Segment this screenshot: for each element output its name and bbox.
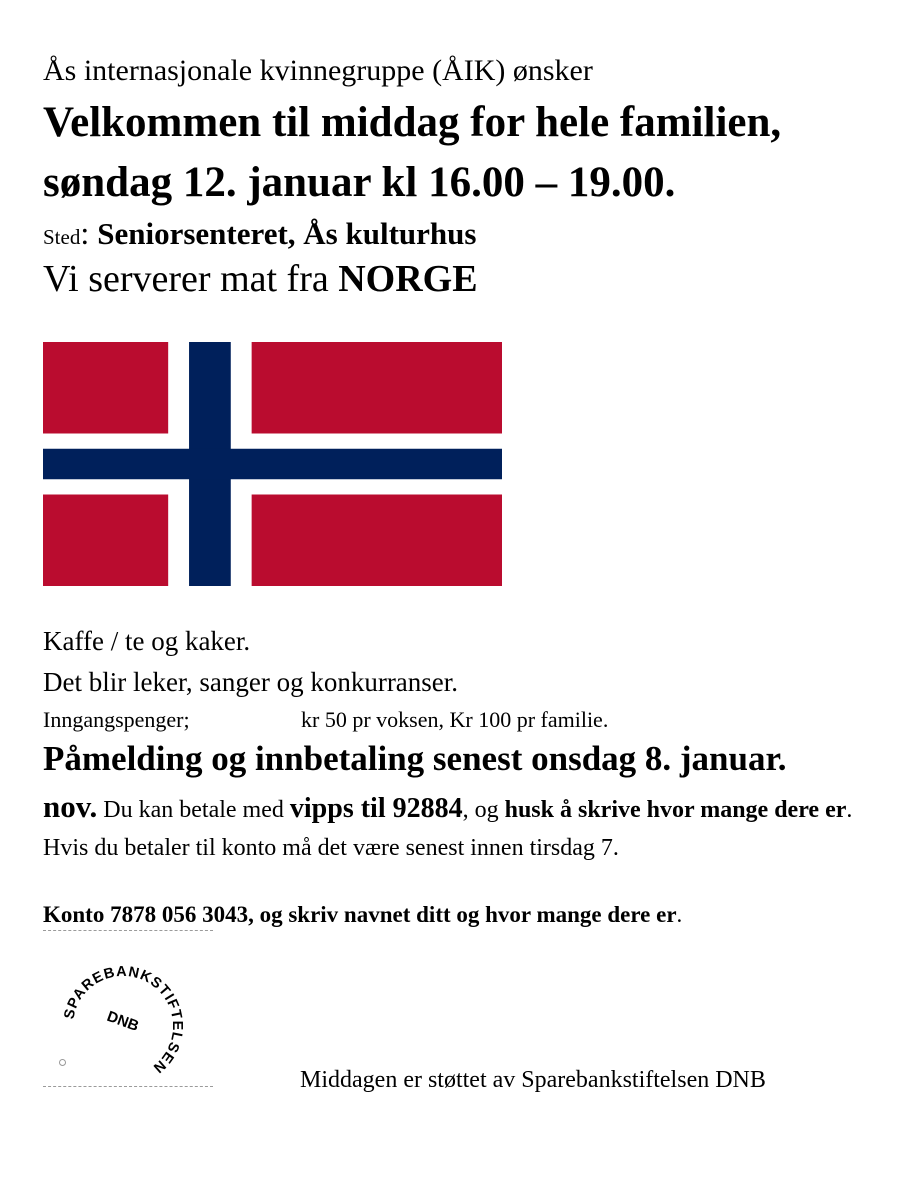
norway-flag xyxy=(43,342,502,586)
sparebankstiftelsen-logo xyxy=(43,930,213,1087)
account-end: . xyxy=(676,902,683,927)
payment-text-2: , og xyxy=(462,797,505,823)
payment-text-3: . Hvis du betaler til konto må det være senest innen tirsdag 7. xyxy=(43,797,853,861)
headline-date-time: søndag 12. januar kl 16.00 – 19.00. xyxy=(43,159,676,206)
intro-line: Ås internasjonale kvinnegruppe (ÅIK) ønsker xyxy=(43,54,593,87)
logo-center-text: DNB xyxy=(104,1007,142,1036)
serve-line xyxy=(43,255,478,303)
logo-ring-text: SPAREBANKSTIFTELSEN xyxy=(61,963,186,1077)
flag-blue-cross-horizontal xyxy=(43,449,502,480)
small-dot xyxy=(59,1059,66,1066)
account-number-text: Konto 7878 056 3043, og skriv navnet ditt og hvor mange dere er xyxy=(43,902,677,927)
sponsor-note: Middagen er støttet av Sparebankstiftelsen DNB xyxy=(300,1067,766,1093)
serve-prefix: Vi serverer mat fra xyxy=(43,258,339,300)
payment-text-1: Du kan betale med xyxy=(97,797,290,823)
place-value: Seniorsenteret, Ås kulturhus xyxy=(97,216,477,251)
payment-reminder: husk å skrive hvor mange dere er xyxy=(504,797,847,823)
place-separator: : xyxy=(80,215,98,251)
payment-nov: nov. xyxy=(43,789,98,824)
place-line xyxy=(43,214,476,256)
logo-graphic xyxy=(43,931,213,1086)
payment-paragraph xyxy=(43,788,893,867)
refreshments-line: Kaffe / te og kaker. xyxy=(43,626,251,656)
fee-label: Inngangspenger; xyxy=(43,707,190,732)
registration-deadline: Påmelding og innbetaling senest onsdag 8. januar. xyxy=(43,739,787,778)
place-label: Sted xyxy=(43,225,81,249)
serve-country: NORGE xyxy=(338,258,478,300)
entry-fee-line xyxy=(43,705,609,735)
vipps-number: vipps til 92884 xyxy=(289,793,463,824)
activities-line: Det blir leker, sanger og konkurranser. xyxy=(43,667,459,697)
headline-welcome: Velkommen til middag for hele familien, xyxy=(43,99,782,146)
fee-amount: kr 50 pr voksen, Kr 100 pr familie. xyxy=(301,707,609,732)
account-line xyxy=(43,896,682,934)
